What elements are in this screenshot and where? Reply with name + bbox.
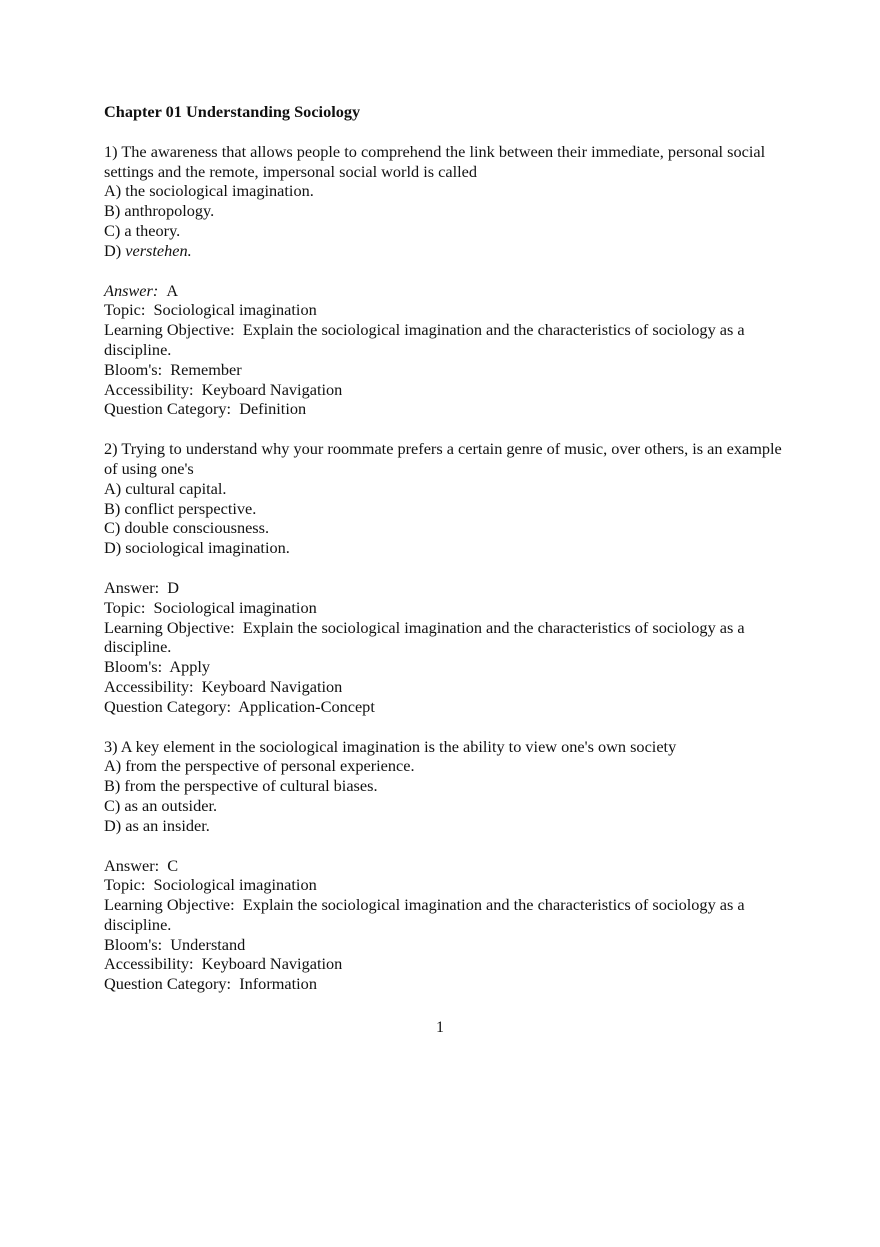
- page-number: 1: [436, 1019, 444, 1036]
- accessibility-line: Accessibility: Keyboard Navigation: [104, 676, 343, 696]
- option-d-italic-text: verstehen.: [125, 240, 192, 260]
- topic-line: Topic: Sociological imagination: [104, 300, 317, 320]
- answer-option: A) cultural capital.: [104, 478, 227, 498]
- question-3-metadata: [104, 856, 784, 995]
- answer-option: D) as an insider.: [104, 815, 210, 835]
- answer-option: A) the sociological imagination.: [104, 181, 314, 201]
- question-stem: 2) Trying to understand why your roommate prefers a certain genre of music, over others, is an example of using one's: [104, 439, 782, 478]
- answer-label: Answer:: [104, 280, 159, 300]
- learning-objective-line: Learning Objective: Explain the sociological imagination and the characteristics of sociology as a discipline.: [104, 617, 749, 657]
- blooms-line: Bloom's: Remember: [104, 359, 242, 379]
- learning-objective-line: Learning Objective: Explain the sociological imagination and the characteristics of sociology as a discipline.: [104, 895, 749, 934]
- question-1: [104, 142, 784, 261]
- question-category-line: Question Category: Application-Concept: [104, 696, 375, 716]
- answer-option: [104, 241, 784, 261]
- answer-option: A) from the perspective of personal experience.: [104, 756, 415, 776]
- question-3: [104, 737, 784, 836]
- answer-option: C) a theory.: [104, 220, 181, 240]
- answer-option: B) conflict perspective.: [104, 498, 257, 518]
- answer-line: Answer: D: [104, 577, 180, 597]
- blooms-line: Bloom's: Understand: [104, 934, 246, 954]
- answer-value: A: [166, 280, 179, 300]
- question-category-line: Question Category: Definition: [104, 399, 307, 419]
- document-body: [104, 102, 784, 1014]
- blooms-line: Bloom's: Apply: [104, 657, 211, 677]
- answer-option: B) anthropology.: [104, 201, 215, 221]
- question-2: [104, 439, 784, 558]
- question-stem: 3) A key element in the sociological imagination is the ability to view one's own society: [104, 736, 677, 756]
- accessibility-line: Accessibility: Keyboard Navigation: [104, 379, 343, 399]
- topic-line: Topic: Sociological imagination: [104, 597, 317, 617]
- answer-option: D) sociological imagination.: [104, 538, 290, 558]
- answer-line: [104, 281, 784, 301]
- answer-option: B) from the perspective of cultural biases.: [104, 776, 378, 796]
- question-2-metadata: [104, 578, 784, 717]
- chapter-title: Chapter 01 Understanding Sociology: [104, 102, 361, 121]
- question-1-metadata: [104, 281, 784, 420]
- answer-option: C) double consciousness.: [104, 518, 270, 538]
- answer-line: Answer: C: [104, 855, 179, 875]
- question-stem: 1) The awareness that allows people to comprehend the link between their immediate, personal social settings and the remote, impersonal social world is called: [104, 141, 766, 181]
- answer-option: C) as an outsider.: [104, 795, 218, 815]
- accessibility-line: Accessibility: Keyboard Navigation: [104, 954, 343, 974]
- question-category-line: Question Category: Information: [104, 974, 317, 994]
- topic-line: Topic: Sociological imagination: [104, 875, 317, 895]
- option-d-prefix: D): [104, 240, 126, 260]
- learning-objective-line: Learning Objective: Explain the sociological imagination and the characteristics of sociology as a discipline.: [104, 320, 749, 359]
